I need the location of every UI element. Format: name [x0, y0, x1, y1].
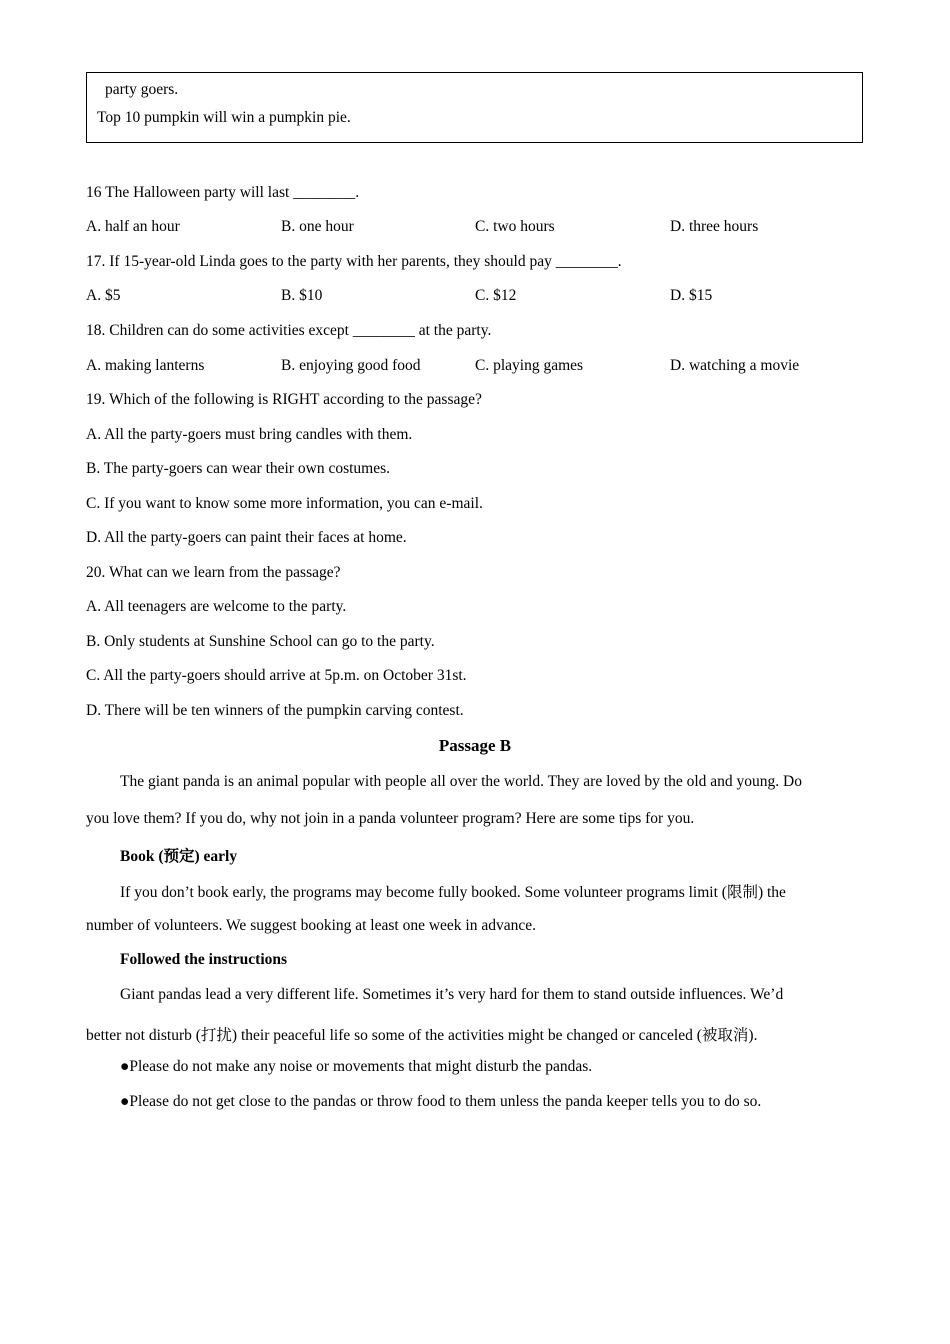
question-18-stem: 18. Children can do some activities except ________ at the party.: [86, 322, 492, 339]
question-19-option-d: D. All the party-goers can paint their faces at home.: [86, 529, 407, 546]
info-box: [86, 72, 863, 143]
question-16-option-d: D. three hours: [670, 218, 759, 235]
question-18-option-b: B. enjoying good food: [281, 357, 421, 374]
question-16-stem: 16 The Halloween party will last ________.: [86, 184, 360, 201]
section-1-line-2: number of volunteers. We suggest booking at least one week in advance.: [86, 917, 536, 934]
bullet-item-1: ●Please do not make any noise or movements that might disturb the pandas.: [120, 1058, 593, 1075]
question-18-option-d: D. watching a movie: [670, 357, 800, 374]
question-17-option-a: A. $5: [86, 287, 121, 304]
passage-intro-line-2: you love them? If you do, why not join in a panda volunteer program? Here are some tips for you.: [86, 810, 695, 827]
question-20-stem: 20. What can we learn from the passage?: [86, 564, 341, 581]
question-18-option-a: A. making lanterns: [86, 357, 205, 374]
question-19-option-b: B. The party-goers can wear their own costumes.: [86, 460, 391, 477]
question-17-option-b: B. $10: [281, 287, 323, 304]
question-16-option-a: A. half an hour: [86, 218, 180, 235]
passage-intro-line-1: The giant panda is an animal popular with people all over the world. They are loved by the old and young. Do: [120, 773, 802, 790]
question-18-option-c: C. playing games: [475, 357, 584, 374]
question-17-option-d: D. $15: [670, 287, 713, 304]
section-heading-book-early: Book (预定) early: [120, 848, 238, 865]
question-20-option-a: A. All teenagers are welcome to the party.: [86, 598, 347, 615]
bullet-item-2: ●Please do not get close to the pandas or throw food to them unless the panda keeper tells you to do so.: [120, 1093, 762, 1110]
question-20-option-b: B. Only students at Sunshine School can go to the party.: [86, 633, 435, 650]
question-17-stem: 17. If 15-year-old Linda goes to the party with her parents, they should pay ________.: [86, 253, 622, 270]
question-20-option-d: D. There will be ten winners of the pumpkin carving contest.: [86, 702, 464, 719]
question-17-option-c: C. $12: [475, 287, 517, 304]
question-19-option-c: C. If you want to know some more information, you can e-mail.: [86, 495, 483, 512]
section-2-line-2: better not disturb (打扰) their peaceful life so some of the activities might be changed or canceled (被取消).: [86, 1027, 758, 1044]
box-line-2: Top 10 pumpkin will win a pumpkin pie.: [97, 109, 351, 126]
section-heading-instructions: Followed the instructions: [120, 951, 288, 968]
section-2-line-1: Giant pandas lead a very different life. Sometimes it’s very hard for them to stand outside influences. We’d: [120, 986, 784, 1003]
question-19-option-a: A. All the party-goers must bring candles with them.: [86, 426, 413, 443]
question-20-option-c: C. All the party-goers should arrive at 5p.m. on October 31st.: [86, 667, 467, 684]
question-16-option-b: B. one hour: [281, 218, 354, 235]
question-19-stem: 19. Which of the following is RIGHT according to the passage?: [86, 391, 482, 408]
box-line-1: party goers.: [105, 81, 179, 98]
section-1-line-1: If you don’t book early, the programs may become fully booked. Some volunteer programs limit (限制) the: [120, 884, 786, 901]
passage-title: Passage B: [438, 736, 512, 755]
question-16-option-c: C. two hours: [475, 218, 555, 235]
